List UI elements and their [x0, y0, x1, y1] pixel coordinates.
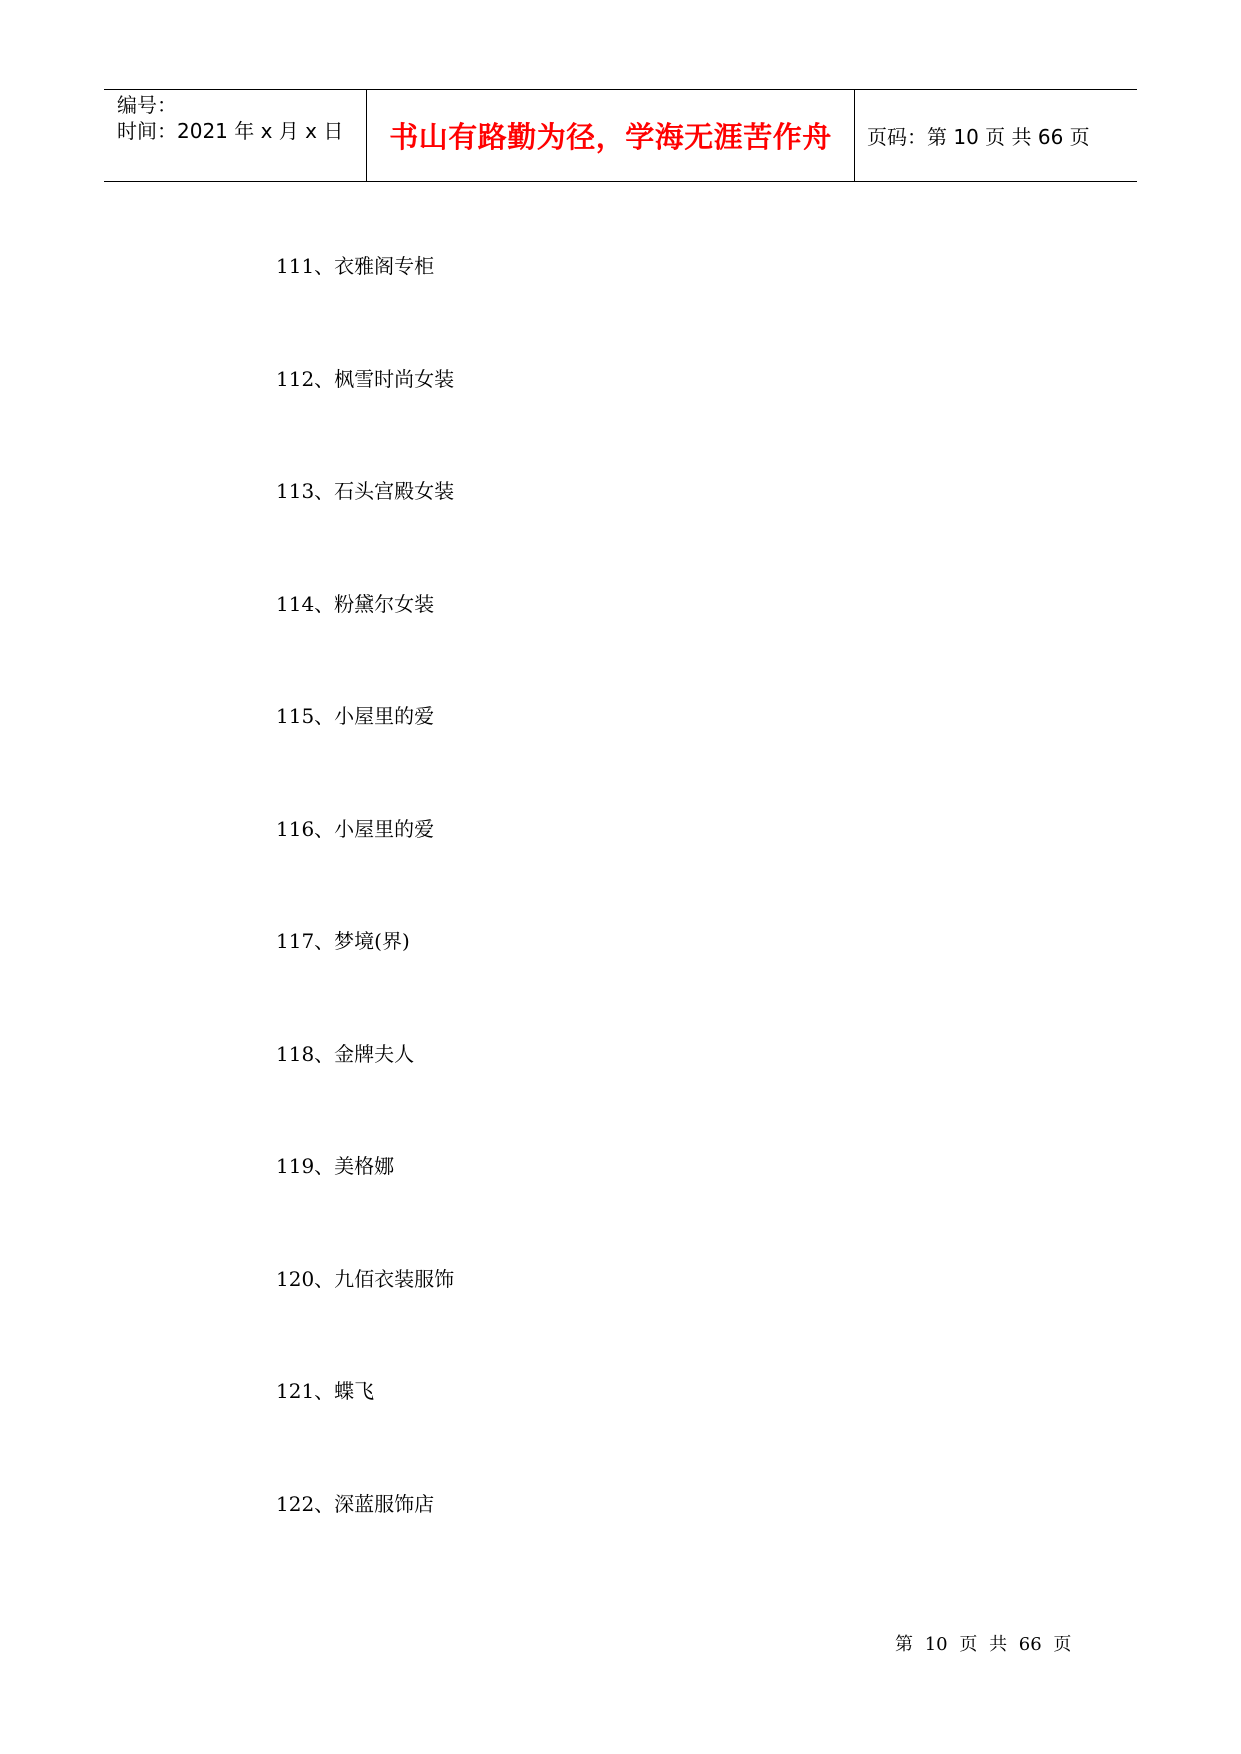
document-number-label: 编号：	[117, 93, 177, 117]
header-motto: 书山有路勤为径，学海无涯苦作舟	[389, 120, 832, 154]
list-item: 122、深蓝服饰店	[276, 1491, 435, 1516]
list-item: 111、衣雅阁专柜	[276, 254, 435, 278]
document-time-label: 时间：2021 年 x 月 x 日	[117, 119, 344, 143]
list-item: 116、小屋里的爱	[276, 816, 435, 841]
list-item: 112、枫雪时尚女装	[276, 366, 455, 391]
header-page-cell	[855, 90, 1137, 181]
list-item: 120、九佰衣装服饰	[276, 1266, 455, 1291]
list-item: 119、美格娜	[276, 1154, 395, 1178]
list-item: 121、蝶飞	[276, 1379, 375, 1403]
list-item: 118、金牌夫人	[276, 1041, 415, 1066]
header-motto-cell	[367, 90, 855, 181]
header-info-cell	[104, 90, 367, 181]
header-page-code: 页码：第 10 页 共 66 页	[867, 125, 1090, 149]
store-name-list	[276, 252, 454, 1602]
list-item: 117、梦境(界)	[276, 929, 410, 953]
list-item: 114、粉黛尔女装	[276, 591, 435, 616]
list-item: 115、小屋里的爱	[276, 704, 435, 728]
page-header	[104, 89, 1137, 182]
list-item: 113、石头宫殿女装	[276, 479, 455, 503]
page-footer: 第 10 页 共 66 页	[895, 1634, 1072, 1655]
